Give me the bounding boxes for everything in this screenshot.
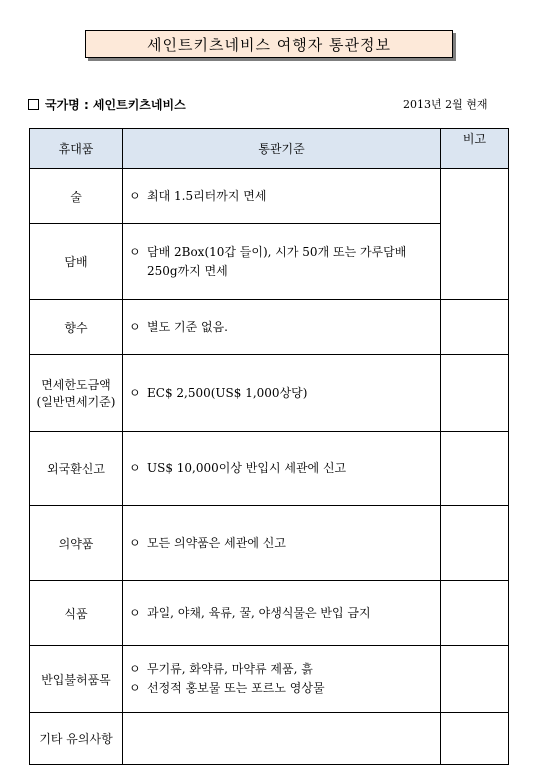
rule-cell — [123, 432, 441, 506]
bullet-icon: ㅇ — [129, 244, 141, 259]
bullet-icon: ㅇ — [129, 385, 141, 400]
remark-cell — [441, 432, 509, 506]
bullet-icon: ㅇ — [129, 319, 141, 334]
as-of-date: 2013년 2월 현재 — [403, 98, 488, 111]
header-rule: 통관기준 — [123, 129, 441, 169]
rule-text: 담배 2Box(10갑 들이), 시가 50개 또는 가루담배 — [147, 244, 407, 259]
table-row — [30, 646, 509, 713]
bullet-icon: ㅇ — [129, 535, 141, 550]
remark-cell — [441, 169, 509, 300]
rule-cell — [123, 355, 441, 432]
item-cell: 식품 — [30, 581, 123, 646]
table-row — [30, 506, 509, 581]
item-cell: 향수 — [30, 300, 123, 355]
bullet-icon: ㅇ — [129, 188, 141, 203]
rule-text: 별도 기준 없음. — [147, 319, 228, 334]
rule-cell — [123, 506, 441, 581]
item-cell: 술 — [30, 169, 123, 224]
header-remark: 비고 — [441, 129, 509, 169]
rule-text: EC$ 2,500(US$ 1,000상당) — [147, 385, 308, 400]
rule-cell — [123, 169, 441, 224]
rule-text: 최대 1.5리터까지 면세 — [147, 188, 267, 203]
bullet-icon: ㅇ — [129, 662, 141, 676]
table-row — [30, 355, 509, 432]
rule-cell — [123, 581, 441, 646]
bullet-icon: ㅇ — [129, 681, 141, 695]
table-row — [30, 169, 509, 224]
rule-cell — [123, 646, 441, 713]
remark-cell — [441, 506, 509, 581]
remark-cell — [441, 355, 509, 432]
table-row — [30, 300, 509, 355]
rule-cell — [123, 224, 441, 300]
table-row — [30, 432, 509, 506]
rule-text: 250g까지 면세 — [147, 263, 228, 278]
table-row — [30, 224, 509, 300]
item-text: 면세한도금액 — [41, 378, 111, 392]
rule-text: 무기류, 화약류, 마약류 제품, 흙 — [147, 662, 313, 676]
checkbox-icon — [28, 99, 39, 110]
country-name — [28, 96, 186, 113]
rule-text: 선정적 홍보물 또는 포르노 영상물 — [147, 681, 325, 695]
rule-text: US$ 10,000이상 반입시 세관에 신고 — [147, 461, 347, 475]
item-cell — [30, 355, 123, 432]
customs-table — [29, 128, 509, 765]
header-item: 휴대품 — [30, 129, 123, 169]
header-row — [30, 129, 509, 169]
item-cell: 반입불허품목 — [30, 646, 123, 713]
rule-text: 모든 의약품은 세관에 신고 — [147, 535, 286, 550]
item-cell: 외국환신고 — [30, 432, 123, 506]
item-cell: 기타 유의사항 — [30, 713, 123, 765]
remark-cell — [441, 581, 509, 646]
remark-cell — [441, 646, 509, 713]
document-title — [85, 30, 453, 58]
rule-cell — [123, 713, 441, 765]
rule-cell — [123, 300, 441, 355]
rule-text: 과일, 야채, 육류, 꿀, 야생식물은 반입 금지 — [147, 605, 371, 620]
table-row — [30, 581, 509, 646]
item-cell: 의약품 — [30, 506, 123, 581]
document-title-text: 세인트키츠네비스 여행자 통관정보 — [147, 35, 391, 54]
bullet-icon: ㅇ — [129, 605, 141, 620]
item-text: (일반면세기준) — [36, 395, 116, 409]
item-cell: 담배 — [30, 224, 123, 300]
bullet-icon: ㅇ — [129, 461, 141, 475]
remark-cell — [441, 300, 509, 355]
remark-cell — [441, 713, 509, 765]
table-row — [30, 713, 509, 765]
country-label: 국가명 : 세인트키츠네비스 — [45, 98, 186, 112]
